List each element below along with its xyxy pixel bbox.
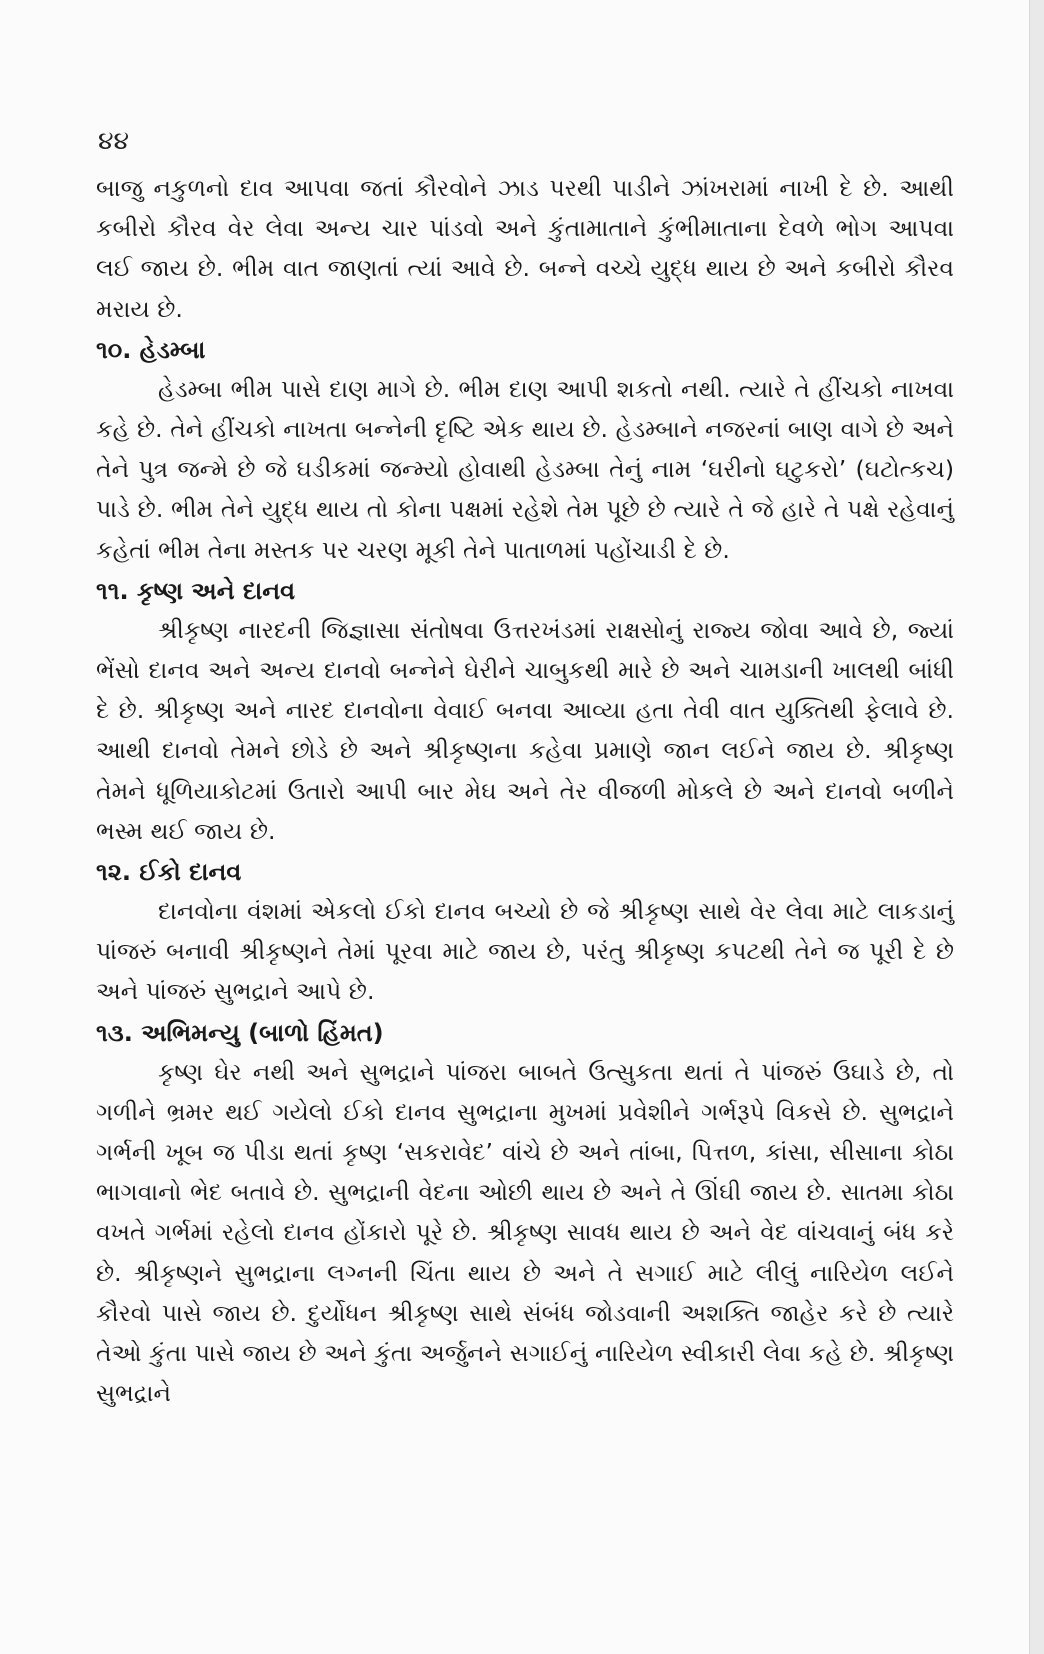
paragraph-iko-danav: દાનવોના વંશમાં એકલો ઈકો દાનવ બચ્યો છે જે શ્રીકૃષ્ણ સાથે વેર લેવા માટે લાકડાનું પાંજરું બનાવી શ્રીકૃષ્ણને તેમાં પૂરવા માટે જાય છે, પરંતુ શ્રીકૃષ્ણ કપટથી તેને જ પૂરી દે છે અને પાંજરું સુભદ્રાને આપે છે. — [96, 897, 954, 1006]
page-body — [96, 168, 954, 1413]
section-heading-krishna-danav: ૧૧. કૃષ્ણ અને દાનવ — [96, 576, 296, 605]
section-heading-abhimanyu: ૧૩. અભિમન્યુ (બાળો હિંમત) — [96, 1018, 384, 1047]
section-heading-iko-danav: ૧૨. ઈકો દાનવ — [96, 858, 242, 887]
paragraph-hedamba: હેડમ્બા ભીમ પાસે દાણ માગે છે. ભીમ દાણ આપી શકતો નથી. ત્યારે તે હીંચકો નાખવા કહે છે. તેને હીંચકો નાખતા બન્નેની દૃષ્ટિ એક થાય છે. હેડમ્બાને નજરનાં બાણ વાગે છે અને તેને પુત્ર જન્મે છે જે ઘડીકમાં જન્મ્યો હોવાથી હેડમ્બા તેનું નામ ‘ઘરીનો ઘટુકરો’ (ઘટોત્કચ) પાડે છે. ભીમ તેને યુદ્ધ થાય તો કોના પક્ષમાં રહેશે તેમ પૂછે છે ત્યારે તે જે હારે તે પક્ષે રહેવાનું કહેતાં ભીમ તેના મસ્તક પર ચરણ મૂકી તેને પાતાળમાં પહોંચાડી દે છે. — [96, 374, 954, 564]
section-heading-hedamba: ૧૦. હેડમ્બા — [96, 335, 206, 364]
paragraph-abhimanyu: કૃષ્ણ ઘેર નથી અને સુભદ્રાને પાંજરા બાબતે ઉત્સુકતા થતાં તે પાંજરું ઉઘાડે છે, તો ગળીને ભ્રમર થઈ ગયેલો ઈકો દાનવ સુભદ્રાના મુખમાં પ્રવેશીને ગર્ભરૂપે વિકસે છે. સુભદ્રાને ગર્ભની ખૂબ જ પીડા થતાં કૃષ્ણ ‘સકરાવેદ’ વાંચે છે અને તાંબા, પિત્તળ, કાંસા, સીસાના કોઠા ભાગવાનો ભેદ બતાવે છે. સુભદ્રાની વેદના ઓછી થાય છે અને તે ઊંઘી જાય છે. સાતમા કોઠા વખતે ગર્ભમાં રહેલો દાનવ હોંકારો પૂરે છે. શ્રીકૃષ્ણ સાવધ થાય છે અને વેદ વાંચવાનું બંધ કરે છે. શ્રીકૃષ્ણને સુભદ્રાના લગ્નની ચિંતા થાય છે અને તે સગાઈ માટે લીલું નારિયેળ લઈને કૌરવો પાસે જાય છે. દુર્યોધન શ્રીકૃષ્ણ સાથે સંબંધ જોડવાની અશક્તિ જાહેર કરે છે ત્યારે તેઓ કુંતા પાસે જાય છે અને કુંતા અર્જુનને સગાઈનું નારિયેળ સ્વીકારી લેવા કહે છે. શ્રીકૃષ્ણ સુભદ્રાને — [96, 1057, 954, 1408]
page-number: ૪૪ — [98, 126, 130, 155]
paragraph-continuation: બાજુ નકુળનો દાવ આપવા જતાં કૌરવોને ઝાડ પરથી પાડીને ઝાંખરામાં નાખી દે છે. આથી કબીરો કૌરવ વેર લેવા અન્ય ચાર પાંડવો અને કુંતામાતાને કુંભીમાતાના દેવળે ભોગ આપવા લઈ જાય છે. ભીમ વાત જાણતાં ત્યાં આવે છે. બન્ને વચ્ચે યુદ્ધ થાય છે અને કબીરો કૌરવ મરાય છે. — [96, 174, 954, 323]
paragraph-krishna-danav: શ્રીકૃષ્ણ નારદની જિજ્ઞાસા સંતોષવા ઉત્તરખંડમાં રાક્ષસોનું રાજ્ય જોવા આવે છે, જ્યાં ભેંસો દાનવ અને અન્ય દાનવો બન્નેને ઘેરીને ચાબુકથી મારે છે અને ચામડાની ખાલથી બાંધી દે છે. શ્રીકૃષ્ણ અને નારદ દાનવોના વેવાઈ બનવા આવ્યા હતા તેવી વાત યુક્તિથી ફેલાવે છે. આથી દાનવો તેમને છોડે છે અને શ્રીકૃષ્ણના કહેવા પ્રમાણે જાન લઈને જાય છે. શ્રીકૃષ્ણ તેમને ધૂળિયાકોટમાં ઉતારો આપી બાર મેઘ અને તેર વીજળી મોકલે છે અને દાનવો બળીને ભસ્મ થઈ જાય છે. — [96, 615, 954, 845]
